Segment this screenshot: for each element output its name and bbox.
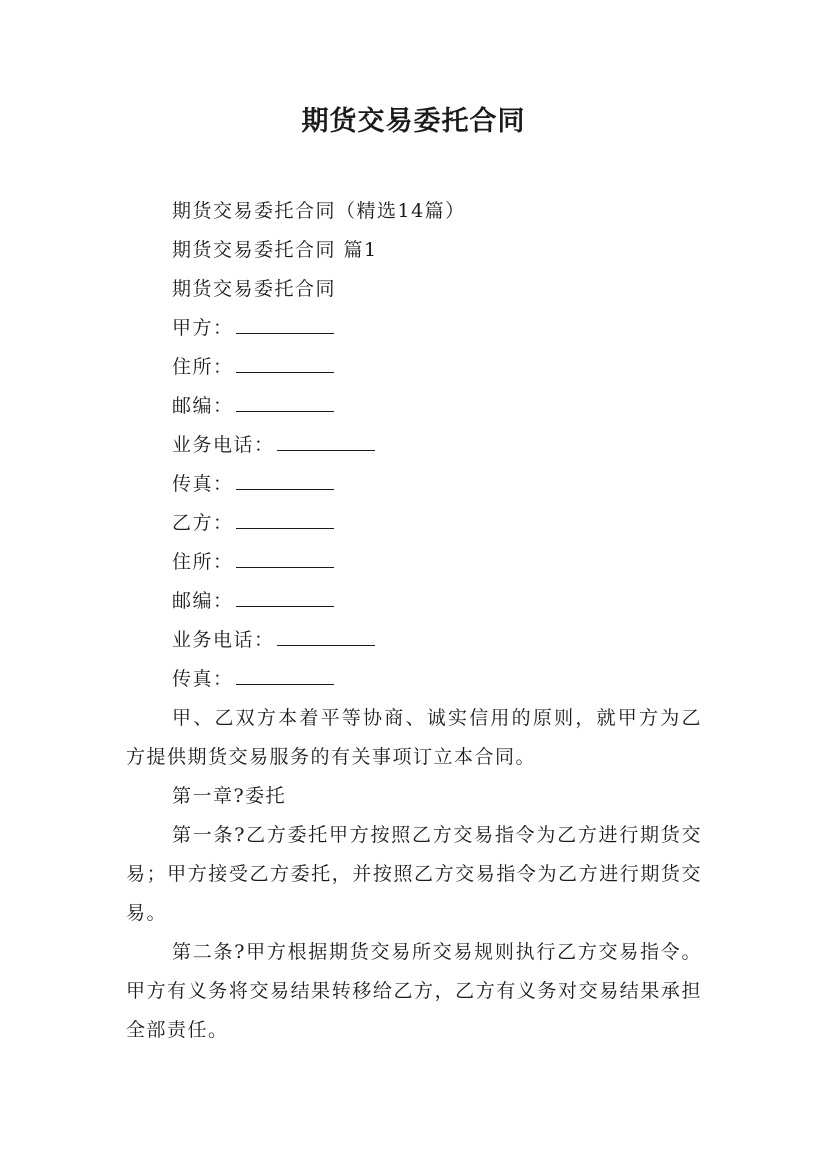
party-b-address-label: 住所：	[172, 551, 234, 573]
party-b-name-label: 乙方：	[172, 512, 234, 534]
party-b-phone-blank	[277, 621, 375, 646]
article-one-paragraph: 第一条?乙方委托甲方按照乙方交易指令为乙方进行期货交易；甲方接受乙方委托，并按照乙方交易指令为乙方进行期货交易。	[126, 824, 702, 924]
party-b-name-blank	[236, 504, 334, 529]
party-b-postcode-row	[126, 582, 702, 621]
party-a-phone-label: 业务电话：	[172, 434, 275, 456]
intro-paragraph: 甲、乙双方本着平等协商、诚实信用的原则，就甲方为乙方提供期货交易服务的有关事项订立本合同。	[126, 707, 702, 768]
party-b-postcode-blank	[236, 582, 334, 607]
party-b-fax-label: 传真：	[172, 668, 234, 690]
party-a-fax-label: 传真：	[172, 473, 234, 495]
party-b-fax-row	[126, 660, 702, 699]
party-a-address-row	[126, 348, 702, 387]
party-a-address-blank	[236, 348, 334, 373]
section-heading: 期货交易委托合同 篇1	[172, 239, 378, 261]
document-body	[126, 192, 702, 1050]
party-a-phone-blank	[277, 426, 375, 451]
party-b-address-blank	[236, 543, 334, 568]
party-a-name-blank	[236, 309, 334, 334]
party-a-fax-row	[126, 465, 702, 504]
party-a-postcode-row	[126, 387, 702, 426]
party-b-phone-label: 业务电话：	[172, 629, 275, 651]
party-a-address-label: 住所：	[172, 356, 234, 378]
party-b-postcode-label: 邮编：	[172, 590, 234, 612]
party-b-fax-blank	[236, 660, 334, 685]
party-a-postcode-label: 邮编：	[172, 395, 234, 417]
document-title: 期货交易委托合同	[301, 106, 526, 137]
party-b-address-row	[126, 543, 702, 582]
party-b-phone-row	[126, 621, 702, 660]
chapter-one-heading: 第一章?委托	[172, 785, 287, 807]
document-subtitle: 期货交易委托合同（精选14篇）	[172, 200, 466, 222]
party-a-fax-blank	[236, 465, 334, 490]
party-a-name-label: 甲方：	[172, 317, 234, 339]
contract-name: 期货交易委托合同	[172, 278, 337, 300]
party-a-phone-row	[126, 426, 702, 465]
party-a-postcode-blank	[236, 387, 334, 412]
party-b-name-row	[126, 504, 702, 543]
article-two-paragraph: 第二条?甲方根据期货交易所交易规则执行乙方交易指令。甲方有义务将交易结果转移给乙方，乙方有义务对交易结果承担全部责任。	[126, 941, 702, 1041]
party-a-name-row	[126, 309, 702, 348]
